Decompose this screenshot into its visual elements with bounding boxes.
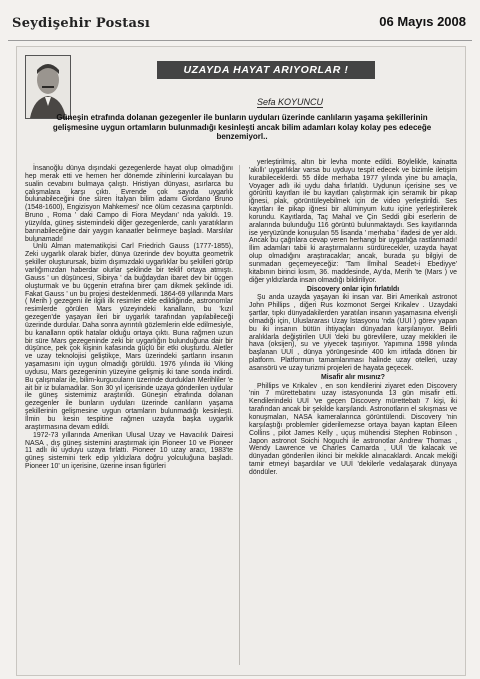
masthead [8,10,472,41]
portrait-image [26,56,70,118]
newspaper-name: Seydişehir Postası [12,16,151,31]
lead-paragraph: Güneşin etrafında dolanan gezegenler ile bunların uyduları üzerinde canlıların yaşama şekillerinin gelişmesine uygun ortamların bulunmadığı kesinleşti ancak bilim adamları kolay kolay pes edeceğe benzemiyorl.. [52,113,432,141]
headline-banner [157,61,375,79]
paragraph: yerleştirilmiş, altın bir levha monte edildi. Böylelikle, kainatta 'akıllı' uygarlıklar varsa bu uyduyu tespit edecek ve bizimle iletişim kurabileceklerdi. 55 dilde merhaba 1977 yılında yine bu amaçla, Voyager adlı iki uydu daha fırlatıldı. Uydunun içerisine ses ve görüntü kayıtları ile bu kayıtları çalıştırmak için seramik bir pikap iğnesi, plak, görüntüleyebilmek için de video yerleştirildi. Ses kayıtları ile pikap iğnesi bir alüminyum kutu içine yerleştirilerek korundu. Kayıtlarda, Taç Mahal ve Çin Seddi gibi eserlerin de aralarında bulunduğu 116 görüntü bulunmaktaydı. Ses kayıtlarında ise yeryüzünde konuşulan 55 lisanda ' merhaba ' ifadesi de yer aldı. Ancak bu çağrılara cevap veren herhangi bir uygarlığa rastlanmadı! İlim adamları tabii ki araştırmalarını sürdürecekler, uzayda hayat olup olmadığını araştıracaklar; ancak, burada şu bilgiyi de sunmadan geçemeyeceğiz: 'Tam İlmihal Seadet-i Ebediyye' kitabının birinci kısım, 36. maddesinde, Ay'da, Merih 'te (Mars ) ve diğer yıldızlarda insan olmadığı bildiriliyor. [249,159,457,284]
author-byline: Sefa KOYUNCU [257,97,324,107]
column-divider [239,165,240,665]
headline: UZAYDA HAYAT ARIYORLAR ! [183,64,349,76]
author-photo [25,55,71,119]
article-clipping [16,46,466,676]
subheading: Misafir alır mısınız? [321,373,385,381]
right-column [249,159,457,477]
paragraph: Phillips ve Krikalev , en son kendilerini ziyaret eden Discovery 'nin 7 mürettebatını uzay istasyonunda 13 gün misafir etti. Kendilerindeki UUİ 've geçen Discovery mürettebatı 7 kişi, iki tarafından ancak bir şekilde karşılandı. Astronotların el sıkışması ve konuşmaları, NASA kameralarınca görüntülendi. Discovery 'nin karşılaştığı problemler giderilemezse ortaya bayan kaptan Eileen Collins , pilot James Kelly , uçuş mühendisi Stephen Robinson , Japon astronot Soichi Noguchi ile astronotlar Andrew Thomas , Wendy Lawrence ve Charles Camarda , UUİ 'de kalacak ve dünyadan gönderilen ikinci bir mekikle alınacaklardı. Ancak mekiği tamir etmeyi başardılar ve UUİ 'dekilerle vedalaşarak dünyaya döndüler. [249,382,457,476]
publication-date: 06 Mayıs 2008 [379,14,466,29]
paragraph: Şu anda uzayda yaşayan iki insan var. Biri Amerikalı astronot John Phillips , diğeri Rus kozmonot Sergei Krikalev . Uzaydaki şartlar, tıpkı dünyadakilerden yaratılan insanın yaşamasına elverişli olmadığı için, Uluslararası Uzay İstasyonu 'nda (UUİ ) görev yapan bu iki insanın bütün ihtiyaçları dünyadan karşılanıyor. Belirli aralıklarla değiştirilen UUİ 'deki bu görevlilere, uzay mekikleri ile hava (oksijen), su ve yiyecek taşınıyor. Yapımına 1998 yılında başlanan UUİ , dünya yörüngesinde 400 km irtifada dönen bir platform. Platformun tamamlanması halinde uzay otelleri, uzay asansörü ve uzay turizmi projeleri de hayata geçecek. [249,294,457,372]
left-column [25,165,233,471]
paragraph: 1972-73 yıllarında Amerikan Ulusal Uzay ve Havacılık Dairesi NASA , dış güneş sistemini araştırmak için Pioneer 10 ve Pioneer 11 adlı iki uyduyu uzaya fırlattı. Pioneer 10 uzay aracı, 1983'te güneş sistemini terk edip yıldızlara doğru yolculuğuna başladı. Pioneer 10' un içerisine, üzerine insan figürleri [25,431,233,471]
paragraph: Ünlü Alman matematikçisi Carl Friedrich Gauss (1777-1855), Zeki uygarlık olarak bizler, dünya üzerinde dev boyutta geometrik şekiller oluşturursak, bizim dışımızdaki uygarlıklar bu şekilleri görüp varlığımızdan haberdar olurlar şeklinde bir teklif ortaya atmıştı. Gauss ' un düşüncesi, Sibirya ' da buğdaydan ibaret dev bir üçgen oluşturmak ve bu üçgenin etrafına birer çam dikmek şeklinde idi. Fakat Gauss ' un bu projesi desteklenmedi. 1864-69 yıllarında Mars ( Merih ) gezegeni ile ilgili ilk resimler elde edildiğinde, astronomlar resimlerde görülen Mars yüzeyindeki kanalların, bu 'kızıl gezegen'de yaşayan ileri bir uygarlık tarafından yapılabileceği üzerinde durdular. Daha sonra ayrıntılı gözlemlerin elde edilmesiyle, bu kanalların optik hatalar olduğu ortaya çıktı. Buna rağmen uzun bir süre Mars gezegeninde zeki bir uygarlığın bulunduğuna dair bir düşünce, pek çok kişinin kafasında güçlü bir etki oluşturdu. Aletler ve uzay teknolojisi geliştikçe, Mars üzerindeki şartların insanın yaşamasını için uygun olmadığı görüldü. 1976 yılında iki Viking uydusu, Mars gezegeninin yüzeyine gelişmiş iki tane sonda indirdi. Bu çalışmalar ile, bilim-kurgucuların üzerinde durdukları Merihliler 'e ait bir iz bulamadılar. Son 30 yıl içerisinde uzaya gönderilen uydular ile güneş sistemimiz araştırıldı. Güneşin etrafında dolanan gezegenler ile bunların uyduları üzerinde canlıların yaşama şekillerinin gelişmesine uygun ortamların bulunmadığı kesinleşti. İlmin bu kesin tespitine rağmen uzayda başka uygarlık araştırmasına devam edildi. [25,243,233,431]
subheading: Discovery onlar için fırlatıldı [306,285,400,293]
paragraph: İnsanoğlu dünya dışındaki gezegenlerde hayat olup olmadığını hep merak etti ve hemen her dönemde zihinlerini kurcalayan bu sualin cevabını bulmaya çalıştı. Hristiyan dünyası, asırlarca bu çalışmalara karşı çıktı. Evrende çok sayıda uygarlık bulunabileceğini öne süren İtalyan bilim adamı Giordano Bruno (1548-1600), Engizisyon Mahkemesi' nce ölüm cezasına çarptırıldı. Bruno , Roma ' daki Campo di Fiora Meydanı' nda yakıldı. 19. yüzyılda, güneş sistemindeki diğer gezegenlerde, canlı yaratıkların barınabileceğine dair yaygın kanaatler belirmeye başladı. Marslılar bulunamadı! [25,165,233,243]
